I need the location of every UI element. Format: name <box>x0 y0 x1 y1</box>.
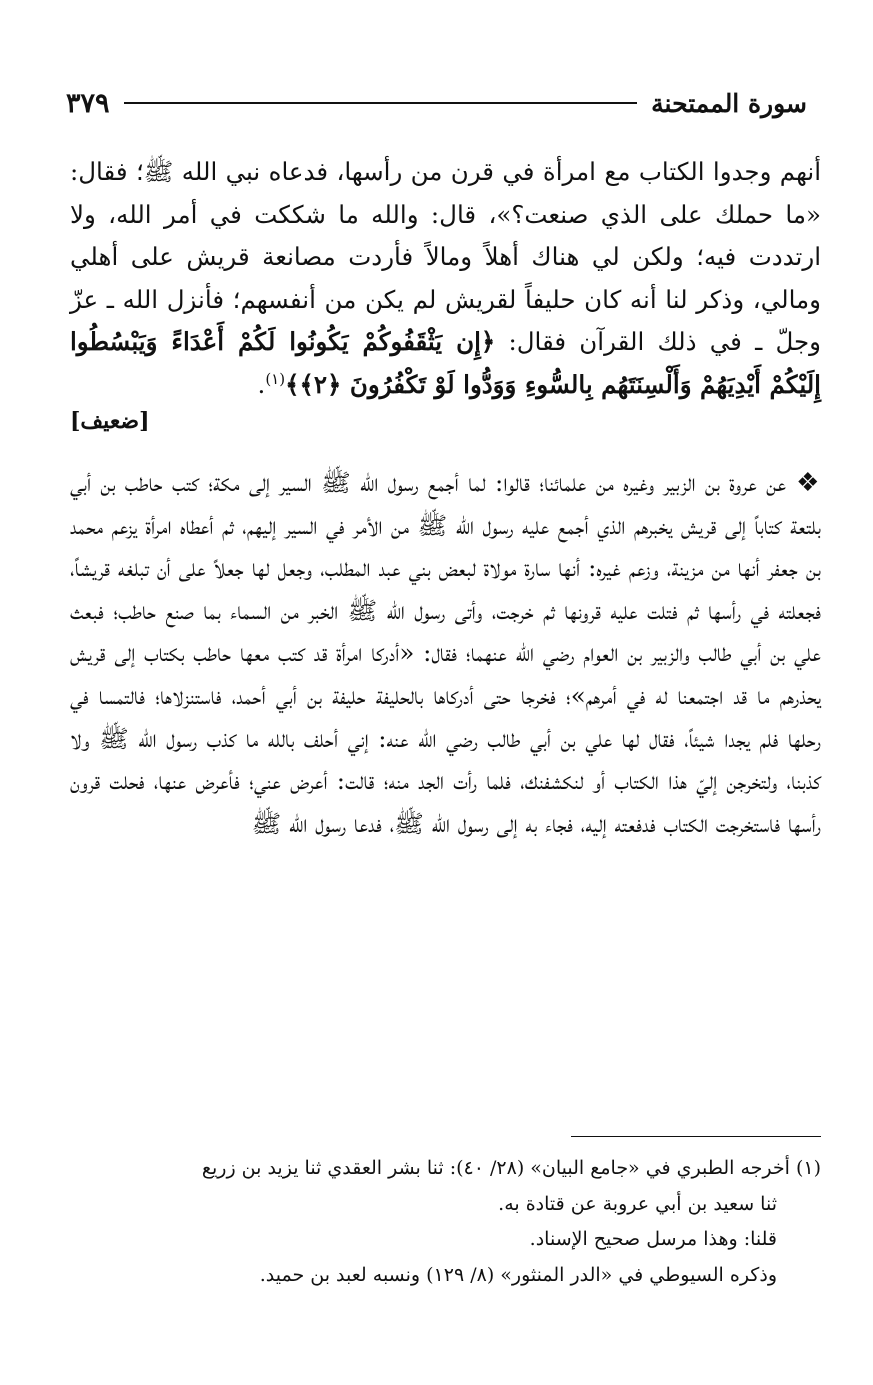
surah-title: سورة الممتحنة <box>651 88 807 118</box>
footnote-line: وذكره السيوطي في «الدر المنثور» (٨/ ١٢٩) ونسبه لعبد بن حميد. <box>259 1263 777 1286</box>
paragraph-1-tail: . <box>257 369 266 399</box>
paragraph-2 <box>70 462 821 845</box>
star-ornament-icon: ❖ <box>796 468 821 498</box>
footnote-separator <box>571 1136 821 1137</box>
paragraph-1-text: أنهم وجدوا الكتاب مع امرأة في قرن من رأسها، فدعاه نبي الله ﷺ؛ فقال: «ما حملك على الذي صنعت؟»، قال: والله ما شككت في أمر الله، ولا ارتددت فيه؛ ولكن لي هناك أهلاً ومالاً فأردت مصانعة قريش على أهلي ومالي، وذكر لنا أنه كان حليفاً لقريش لم يكن من أنفسهم؛ فأنزل الله ـ عزّ وجلّ ـ في ذلك القرآن فقال: <box>70 157 821 357</box>
footnote-marker: (١) <box>265 369 286 388</box>
paragraph-1 <box>70 151 821 407</box>
footnote-line: (١) أخرجه الطبري في «جامع البيان» (٢٨/ ٤٠): ثنا بشر العقدي ثنا يزيد بن زريع <box>201 1157 821 1179</box>
header-rule <box>124 102 638 104</box>
footnote-line: قلنا: وهذا مرسل صحيح الإسناد. <box>529 1228 777 1250</box>
hadith-grade: [ضعيف] <box>70 408 150 434</box>
quran-verse: ﴿إِن يَثْقَفُوكُمْ يَكُونُوا لَكُمْ أَعْدَاءً وَيَبْسُطُوا إِلَيْكُمْ أَيْدِيَهُمْ وَأَلْسِنَتَهُم بِالسُّوءِ وَوَدُّوا لَوْ تَكْفُرُونَ ﴿٢﴾﴾ <box>70 327 821 399</box>
page-number: ٣٧٩ <box>66 87 110 119</box>
page-header <box>66 86 807 120</box>
footnote-line: ثنا سعيد بن أبي عروبة عن قتادة به. <box>498 1192 777 1215</box>
footnotes <box>70 1151 821 1293</box>
paragraph-2-text: عن عروة بن الزبير وغيره من علمائنا؛ قالوا: لما أجمع رسول الله ﷺ السير إلى مكة؛ كتب حاطب بن أبي بلتعة كتاباً إلى قريش يخبرهم الذي أجمع عليه رسول الله ﷺ من الأمر في السير إليهم، ثم أعطاه امرأة يزعم محمد بن جعفر أنها من مزينة، وزعم غيره: أنها سارة مولاة لبعض بني عبد المطلب، وجعل لها جعلاً على أن تبلغه قريشاً، فجعلته في رأسها ثم فتلت عليه قرونها ثم خرجت، وأتى رسول الله ﷺ الخبر من السماء بما صنع حاطب؛ فبعث علي بن أبي طالب والزبير بن العوام رضي الله عنهما؛ فقال: «أدركا امرأة قد كتب معها حاطب بكتاب إلى قريش يحذرهم ما قد اجتمعنا له في أمرهم»؛ فخرجا حتى أدركاها بالحليفة حليفة بن أبي أحمد، فاستنزلاها؛ فالتمسا في رحلها فلم يجدا شيئاً، فقال لها علي بن أبي طالب رضي الله عنه: إني أحلف بالله ما كذب رسول الله ﷺ ولا كذبنا، ولتخرجن إليّ هذا الكتاب أو لنكشفنك، فلما رأت الجد منه؛ قالت: أعرض عني؛ فأعرض عنها، فحلت قرون رأسها فاستخرجت الكتاب فدفعته إليه، فجاء به إلى رسول الله ﷺ، فدعا رسول الله ﷺ <box>70 468 821 838</box>
